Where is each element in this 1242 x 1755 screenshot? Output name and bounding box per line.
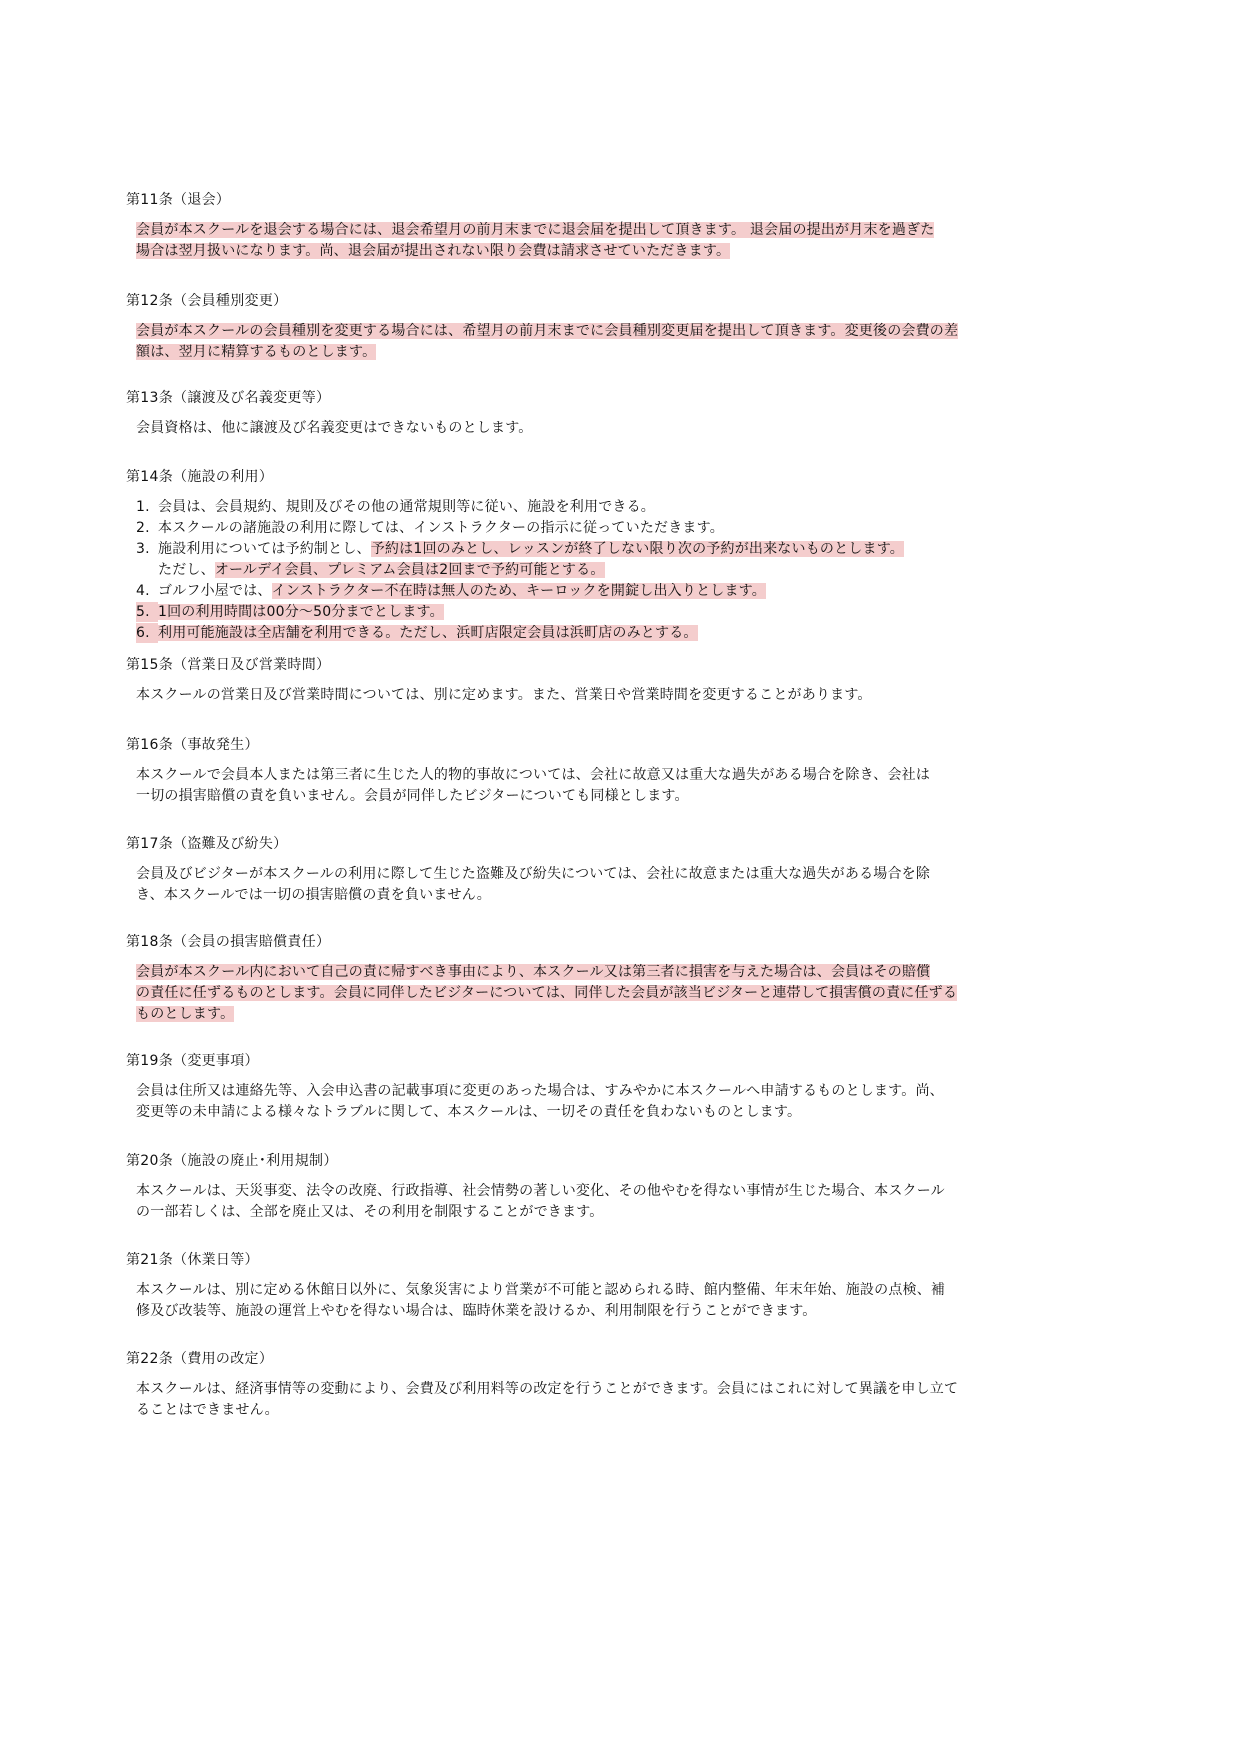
- text-segment: 変更等の未申請による様々なトラブルに関して、本スクールは、一切その責任を負わないものとします。: [136, 1104, 802, 1120]
- article-body: [136, 418, 1086, 439]
- text-segment: 会員は、会員規約、規則及びその他の通常規則等に従い、施設を利用できる。: [158, 499, 655, 515]
- article-section: [126, 1250, 1086, 1322]
- text-segment: 会員は住所又は連絡先等、入会申込書の記載事項に変更のあった場合は、すみやかに本スクールへ申請するものとします。尚、: [136, 1083, 944, 1099]
- list-item: [136, 497, 1086, 518]
- highlighted-text: 会員が本スクールを退会する場合には、退会希望月の前月末までに退会届を提出して頂きます。 退会届の提出が月末を過ぎた: [136, 222, 935, 238]
- text-segment: 施設利用については予約制とし、: [158, 541, 371, 557]
- article-heading: 第20条（施設の廃止･利用規制）: [126, 1153, 338, 1169]
- text-line: [136, 1301, 1086, 1322]
- article-heading: 第12条（会員種別変更）: [126, 293, 288, 309]
- text-segment: き、本スクールでは一切の損害賠償の責を負いません。: [136, 887, 491, 903]
- list-number: 3.: [136, 541, 150, 557]
- highlighted-text: ものとします。: [136, 1006, 235, 1022]
- highlighted-text: 額は、翌月に精算するものとします。: [136, 344, 377, 360]
- text-segment: の一部若しくは、全部を廃止又は、その利用を制限することができます。: [136, 1204, 604, 1220]
- article-section: [126, 190, 1086, 262]
- text-line: [136, 1102, 1086, 1123]
- article-body: [136, 1181, 1086, 1223]
- text-segment: 会員及びビジターが本スクールの利用に際して生じた盗難及び紛失については、会社に故意または重大な過失がある場合を除: [136, 866, 931, 882]
- highlighted-text: 会員が本スクールの会員種別を変更する場合には、希望月の前月末までに会員種別変更届を提出して頂きます。変更後の会費の差: [136, 323, 959, 339]
- text-line: [136, 1081, 1086, 1102]
- text-line: [136, 1181, 1086, 1202]
- article-section: [126, 388, 1086, 439]
- highlighted-text: インストラクター不在時は無人のため、キーロックを開錠し出入りとします。: [271, 583, 766, 599]
- article-body: [136, 220, 1086, 262]
- article-section: [126, 291, 1086, 363]
- highlighted-text: 予約は1回のみとし、レッスンが終了しない限り次の予約が出来ないものとします。: [370, 541, 904, 557]
- text-line: [136, 885, 1086, 906]
- text-line: [136, 1400, 1086, 1421]
- list-number: 6.: [136, 623, 158, 643]
- article-heading: 第21条（休業日等）: [126, 1252, 259, 1268]
- article-heading: 第17条（盗難及び紛失）: [126, 836, 288, 852]
- article-heading: 第16条（事故発生）: [126, 737, 259, 753]
- list-number: 5.: [136, 602, 158, 622]
- text-segment: 本スクールの諸施設の利用に際しては、インストラクターの指示に従っていただきます。: [158, 520, 724, 536]
- text-line: [136, 864, 1086, 885]
- article-body: [136, 685, 1086, 706]
- list-number: 1.: [136, 499, 150, 515]
- article-heading: 第22条（費用の改定）: [126, 1351, 274, 1367]
- text-segment: 一切の損害賠償の責を負いません。会員が同伴したビジターについても同様とします。: [136, 788, 689, 804]
- highlighted-text: 場合は翌月扱いになります。尚、退会届が提出されない限り会費は請求させていただきます。: [136, 243, 731, 259]
- article-body: [136, 321, 1086, 363]
- article-heading: 第13条（譲渡及び名義変更等）: [126, 390, 331, 406]
- list-item: [136, 539, 1086, 560]
- article-section: [126, 1151, 1086, 1223]
- article-body: [136, 765, 1086, 807]
- highlighted-text: 会員が本スクール内において自己の責に帰すべき事由により、本スクール又は第三者に損害を与えた場合は、会員はその賠償: [136, 964, 931, 980]
- text-segment: 本スクールの営業日及び営業時間については、別に定めます。また、営業日や営業時間を変更することがあります。: [136, 687, 872, 703]
- article-body: [136, 1081, 1086, 1123]
- text-line: [136, 685, 1086, 706]
- article-section: [126, 1349, 1086, 1421]
- text-line: [136, 962, 1086, 983]
- article-section: [126, 735, 1086, 807]
- article-section: [126, 932, 1086, 1025]
- article-heading: 第11条（退会）: [126, 192, 231, 208]
- text-segment: 修及び改装等、施設の運営上やむを得ない場合は、臨時休業を設けるか、利用制限を行うことができます。: [136, 1303, 817, 1319]
- highlighted-text: の責任に任ずるものとします。会員に同伴したビジターについては、同伴した会員が該当ビジターと連帯して損害償の責に任ずる: [136, 985, 958, 1001]
- text-segment: 本スクールは、経済事情等の変動により、会費及び利用料等の改定を行うことができます。会員にはこれに対して異議を申し立て: [136, 1381, 959, 1397]
- article-body: [136, 864, 1086, 906]
- text-line: [136, 1379, 1086, 1400]
- highlighted-text: 利用可能施設は全店舗を利用できる。ただし、浜町店限定会員は浜町店のみとする。: [158, 625, 698, 641]
- list-item: [136, 518, 1086, 539]
- article-heading: 第19条（変更事項）: [126, 1053, 259, 1069]
- list-item: [136, 602, 1086, 623]
- article-section: [126, 1051, 1086, 1123]
- text-segment: 本スクールで会員本人または第三者に生じた人的物的事故については、会社に故意又は重大な過失がある場合を除き、会社は: [136, 767, 931, 783]
- article-section: [126, 834, 1086, 906]
- article-body: [136, 1280, 1086, 1322]
- text-line: [136, 786, 1086, 807]
- text-line: [136, 241, 1086, 262]
- article-section: [126, 655, 1086, 706]
- highlighted-text: オールデイ会員、プレミアム会員は2回まで予約可能とする。: [214, 562, 605, 578]
- list-item: [136, 581, 1086, 602]
- text-line: [136, 321, 1086, 342]
- article-body: [136, 497, 1086, 644]
- text-line: [136, 220, 1086, 241]
- text-line: [136, 1202, 1086, 1223]
- text-segment: 会員資格は、他に譲渡及び名義変更はできないものとします。: [136, 420, 533, 436]
- text-segment: ゴルフ小屋では、: [158, 583, 272, 599]
- text-line: [136, 765, 1086, 786]
- article-heading: 第14条（施設の利用）: [126, 469, 274, 485]
- text-segment: 本スクールは、別に定める休館日以外に、気象災害により営業が不可能と認められる時、館内整備、年末年始、施設の点検、補: [136, 1282, 946, 1298]
- article-heading: 第18条（会員の損害賠償責任）: [126, 934, 331, 950]
- article-heading: 第15条（営業日及び営業時間）: [126, 657, 331, 673]
- article-body: [136, 1379, 1086, 1421]
- article-section: [126, 467, 1086, 644]
- text-line: [136, 418, 1086, 439]
- text-line: [136, 1280, 1086, 1301]
- text-segment: 本スクールは、天災事変、法令の改廃、行政指導、社会情勢の著しい変化、その他やむを得ない事情が生じた場合、本スクール: [136, 1183, 945, 1199]
- list-number: 4.: [136, 583, 150, 599]
- list-item: [136, 560, 1086, 581]
- text-line: [136, 983, 1086, 1004]
- list-item: [136, 623, 1086, 644]
- article-body: [136, 962, 1086, 1025]
- text-segment: ただし、: [158, 562, 215, 578]
- text-segment: ることはできません。: [136, 1402, 279, 1418]
- list-number: 2.: [136, 520, 150, 536]
- text-line: [136, 1004, 1086, 1025]
- highlighted-text: 1回の利用時間は00分～50分までとします。: [158, 604, 444, 620]
- text-line: [136, 342, 1086, 363]
